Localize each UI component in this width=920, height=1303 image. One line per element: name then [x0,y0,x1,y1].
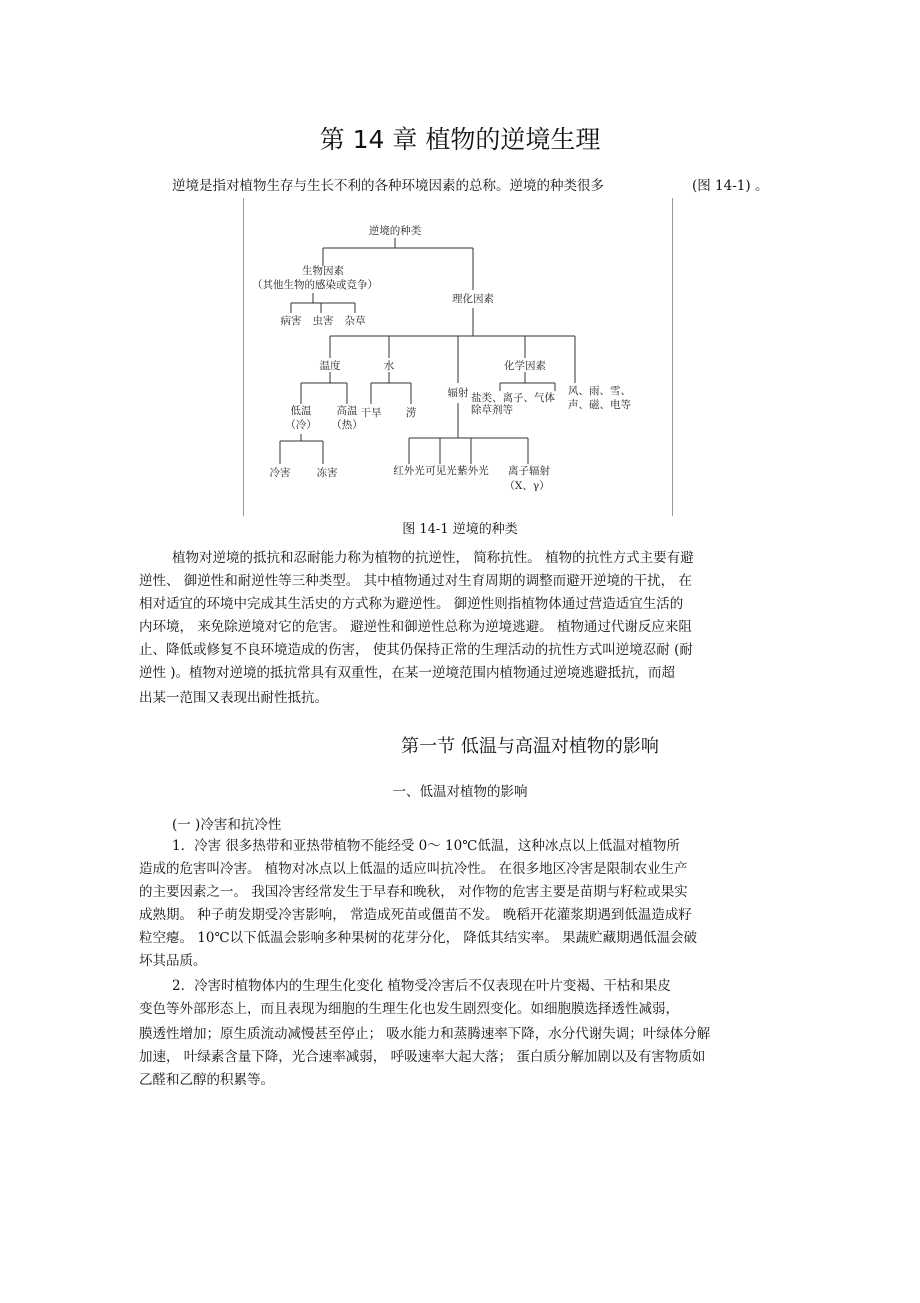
node-chill: 冷害 [269,467,291,479]
para1-line: 内环境， 来免除逆境对它的危害。 避逆性和御逆性总称为逆境逃避。 植物通过代谢反应来阻 [139,619,692,635]
para1-line: 相对适宜的环境中完成其生活史的方式称为避逆性。 御逆性则指植物体通过营造适宜生活的 [139,596,684,612]
node-high-temp: 高温 [336,405,358,417]
node-disease: 病害 [280,315,302,327]
node-salt: 盐类、离子、气体 [471,392,555,404]
node-ionizing: 离子辐射 [508,465,550,477]
para1-line: 止、降低或修复不良环境造成的伤害， 使其仍保持正常的生理活动的抗性方式叫逆境忍耐 (耐 [139,642,693,658]
node-temp: 温度 [319,360,341,372]
stress-types-tree-diagram [243,198,673,516]
node-weed: 杂草 [344,315,366,327]
para2-line: 成熟期。 种子萌发期受冷害影响， 常造成死苗或僵苗不发。 晚稻开花灌浆期遇到低温造成籽 [139,907,692,923]
para3-line: 乙醛和乙醇的积累等。 [139,1072,274,1088]
node-root: 逆境的种类 [368,225,422,237]
subsection-title: 一、低温对植物的影响 [392,784,528,800]
para1-line: 出某一范围又表现出耐性抵抗。 [139,690,328,706]
para3-line: 变色等外部形态上，而且表现为细胞的生理生化也发生剧烈变化。如细胞膜选择透性减弱， [139,1001,679,1017]
para2-line: 粒空瘪。 10℃以下低温会影响多种果树的花芽分化， 降低其结实率。 果蔬贮藏期遇低温会破 [139,930,698,946]
node-pest: 虫害 [312,315,334,327]
para2-line: 造成的危害叫冷害。 植物对冰点以上低温的适应叫抗冷性。 在很多地区冷害是限制农业生产 [139,861,688,877]
node-low-temp: 低温 [290,405,312,417]
para2-line: 坏其品质。 [139,953,207,969]
node-visible: 可见光 [425,465,457,477]
node-high-temp-note: （热） [331,419,363,431]
chapter-title: 第 14 章 植物的逆境生理 [319,125,601,154]
subsubsection-title: (一 )冷害和抗冷性 [172,817,282,833]
para1-line: 逆性、 御逆性和耐逆性等三种类型。 其中植物通过对生育周期的调整而避开逆境的干扰， 在 [139,573,692,589]
node-flood: 涝 [405,407,417,419]
para1-line: 逆性 )。植物对逆境的抵抗常具有双重性，在某一逆境范围内植物通过逆境逃避抵抗，而超 [139,665,676,681]
para3-line: 加速， 叶绿素含量下降，光合速率减弱， 呼吸速率大起大落； 蛋白质分解加剧以及有害物质如 [139,1049,706,1065]
node-low-temp-note: （冷） [285,419,317,431]
node-water: 水 [383,360,395,372]
node-physchem: 理化因素 [452,293,494,305]
node-ionizing-note: （X、γ） [504,480,550,492]
node-bio-note: （其他生物的感染或竞争） [252,279,378,291]
figure-caption: 图 14-1 逆境的种类 [402,522,518,537]
node-wind-line2: 声、磁、电等 [568,399,631,411]
para2-line: 1．冷害 很多热带和亚热带植物不能经受 0～ 10℃低温，这种冰点以上低温对植物所 [172,838,680,854]
intro-text: 逆境是指对植物生存与生长不利的各种环境因素的总称。逆境的种类很多 [172,178,604,194]
node-drought: 干旱 [360,407,382,419]
node-freeze: 冻害 [316,467,338,479]
node-infrared: 红外光 [393,465,425,477]
intro-figure-ref: (图 14-1) 。 [692,178,769,194]
node-bio: 生物因素 [302,265,344,277]
para3-line: 2．冷害时植物体内的生理生化变化 植物受冷害后不仅表现在叶片变褐、干枯和果皮 [172,978,671,994]
node-herbicide: 除草剂等 [471,404,513,416]
para2-line: 的主要因素之一。 我国冷害经常发生于早春和晚秋， 对作物的危害主要是苗期与籽粒或果实 [139,884,688,900]
figure-14-1 [243,198,673,516]
node-wind-line1: 风、雨、雪、 [568,385,631,397]
node-chemical: 化学因素 [504,360,546,372]
para1-line: 植物对逆境的抵抗和忍耐能力称为植物的抗逆性， 简称抗性。 植物的抗性方式主要有避 [172,550,694,566]
para3-line: 膜透性增加；原生质流动减慢甚至停止； 吸水能力和蒸腾速率下降，水分代谢失调；叶绿体分解 [139,1026,711,1042]
node-uv: 紫外光 [457,465,489,477]
node-radiation: 辐射 [447,387,469,399]
section-title: 第一节 低温与高温对植物的影响 [401,736,659,757]
